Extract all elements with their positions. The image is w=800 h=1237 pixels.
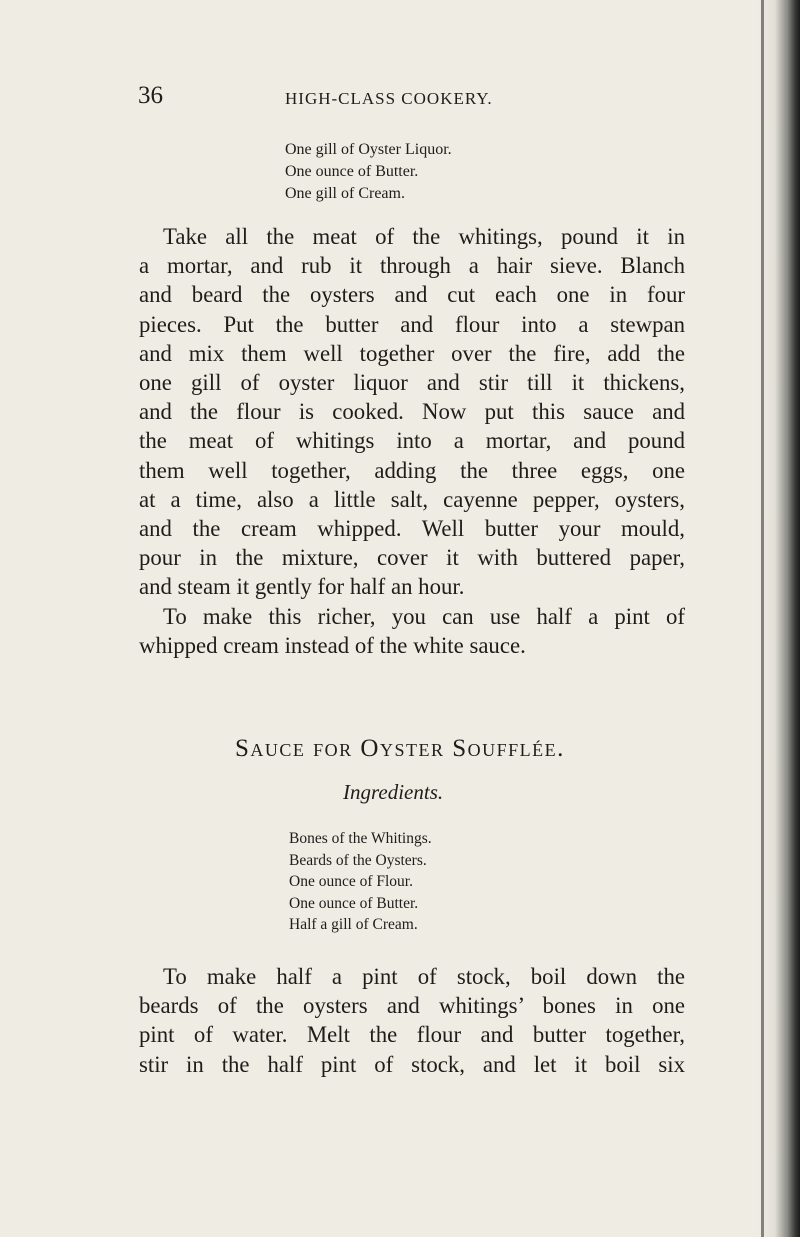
text-line: a mortar, and rub it through a hair sieve. Blanch: [139, 253, 685, 279]
text-line: and beard the oysters and cut each one in four: [139, 282, 685, 308]
text-line: and the flour is cooked. Now put this sauce and: [139, 399, 685, 425]
text-line: Take all the meat of the whitings, pound it in: [163, 224, 685, 249]
ingredient-item: One gill of Oyster Liquor.: [285, 141, 452, 158]
text-line: stir in the half pint of stock, and let it boil six: [139, 1051, 685, 1077]
text-line: one gill of oyster liquor and stir till it thickens,: [139, 370, 685, 396]
method-text: [139, 222, 685, 660]
ingredient-item: One gill of Cream.: [285, 185, 405, 202]
ingredients-subheading: Ingredients.: [343, 780, 444, 804]
ingredient-item: One ounce of Flour.: [289, 873, 413, 890]
ingredient-list-top: [285, 139, 452, 205]
ingredient-item: Beards of the Oysters.: [289, 851, 427, 869]
text-line: pint of water. Melt the flour and butter together,: [139, 1022, 685, 1048]
text-line: To make this richer, you can use half a pint of: [163, 603, 685, 629]
text-line: beards of the oysters and whitings’ bones in one: [139, 993, 685, 1019]
text-line: pieces. Put the butter and flour into a stewpan: [139, 311, 685, 337]
running-head: HIGH-CLASS COOKERY.: [285, 89, 493, 108]
ingredient-item: One ounce of Butter.: [285, 163, 419, 180]
ingredient-item: Bones of the Whitings.: [289, 830, 432, 847]
section-title: Sauce for Oyster Soufflée.: [235, 735, 565, 762]
text-line: them well together, adding the three eggs, one: [139, 457, 685, 483]
page-edge-shadow: [758, 0, 800, 1237]
ingredient-list-sauce: [289, 828, 432, 936]
page-edge-line: [761, 0, 764, 1237]
ingredient-item: Half a gill of Cream.: [289, 916, 418, 933]
text-line: and the cream whipped. Well butter your mould,: [139, 516, 685, 542]
text-line: the meat of whitings into a mortar, and pound: [139, 428, 685, 454]
text-line: and mix them well together over the fire, add the: [139, 340, 685, 366]
text-line: To make half a pint of stock, boil down the: [163, 964, 685, 989]
ingredient-item: One ounce of Butter.: [289, 894, 419, 912]
text-line: and steam it gently for half an hour.: [139, 574, 465, 600]
sauce-method-text: [139, 962, 685, 1079]
text-line: whipped cream instead of the white sauce.: [139, 632, 526, 658]
page-number: 36: [138, 82, 163, 109]
page-header: [138, 82, 698, 122]
text-line: at a time, also a little salt, cayenne pepper, oysters,: [139, 486, 685, 512]
text-line: pour in the mixture, cover it with buttered paper,: [139, 545, 685, 571]
